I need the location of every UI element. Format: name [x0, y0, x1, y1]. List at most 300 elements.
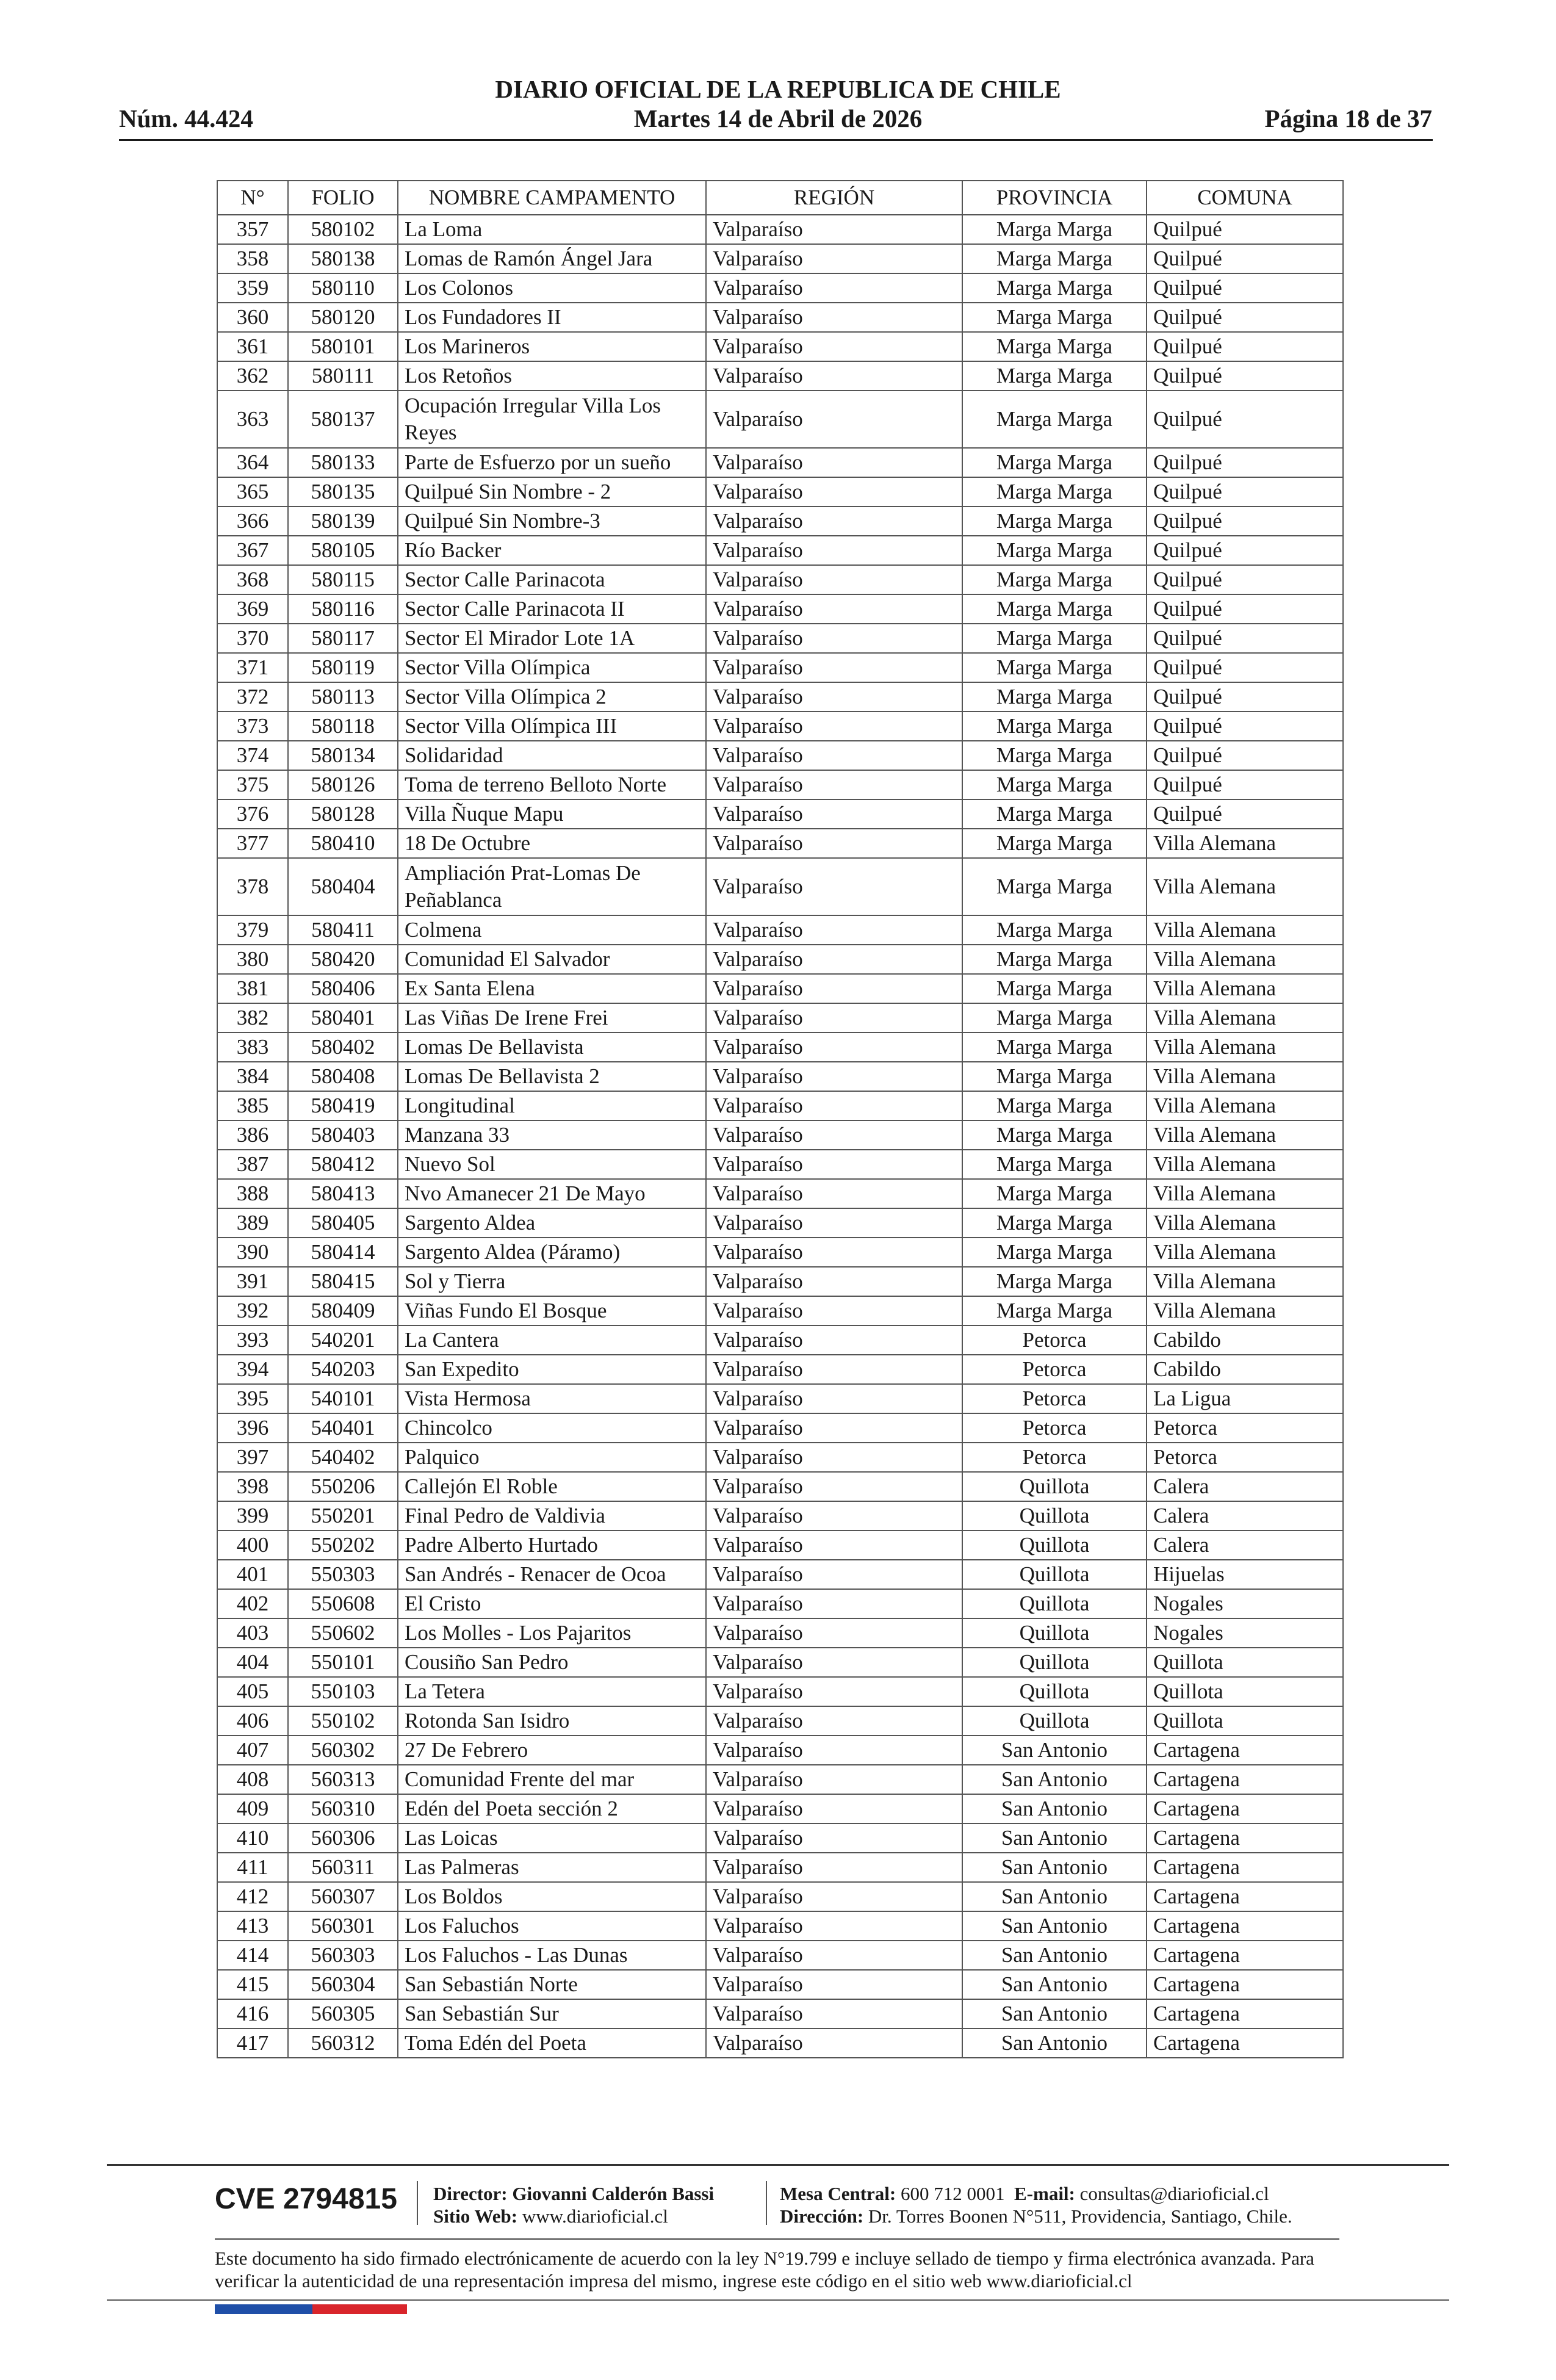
row-region: Valparaíso — [706, 536, 962, 565]
row-nombre: Callejón El Roble — [398, 1472, 706, 1501]
row-region: Valparaíso — [706, 1267, 962, 1296]
row-region: Valparaíso — [706, 1970, 962, 1999]
table-row — [217, 594, 1343, 624]
row-region: Valparaíso — [706, 273, 962, 303]
row-comuna: Quillota — [1147, 1648, 1343, 1677]
table-row — [217, 477, 1343, 507]
row-nombre: Lomas de Ramón Ángel Jara — [398, 244, 706, 273]
row-comuna: Nogales — [1147, 1589, 1343, 1618]
row-region: Valparaíso — [706, 653, 962, 682]
row-comuna: Cartagena — [1147, 2028, 1343, 2058]
row-region: Valparaíso — [706, 1648, 962, 1677]
row-number: 388 — [217, 1179, 288, 1208]
row-provincia: Marga Marga — [962, 1238, 1147, 1267]
row-comuna: Villa Alemana — [1147, 1179, 1343, 1208]
row-folio: 580134 — [288, 741, 398, 770]
row-folio: 580126 — [288, 770, 398, 799]
table-row — [217, 1003, 1343, 1033]
row-number: 369 — [217, 594, 288, 624]
row-number: 384 — [217, 1062, 288, 1091]
row-folio: 580116 — [288, 594, 398, 624]
row-comuna: Cabildo — [1147, 1355, 1343, 1384]
row-nombre: Comunidad Frente del mar — [398, 1765, 706, 1794]
row-folio: 580415 — [288, 1267, 398, 1296]
row-comuna: Nogales — [1147, 1618, 1343, 1648]
row-number: 415 — [217, 1970, 288, 1999]
row-number: 373 — [217, 712, 288, 741]
row-region: Valparaíso — [706, 1853, 962, 1882]
row-region: Valparaíso — [706, 624, 962, 653]
row-region: Valparaíso — [706, 1941, 962, 1970]
table-row — [217, 858, 1343, 915]
row-number: 393 — [217, 1325, 288, 1355]
row-comuna: Quilpué — [1147, 391, 1343, 448]
row-number: 390 — [217, 1238, 288, 1267]
row-nombre: Los Molles - Los Pajaritos — [398, 1618, 706, 1648]
table-row — [217, 303, 1343, 332]
table-row — [217, 1736, 1343, 1765]
row-comuna: Cartagena — [1147, 1882, 1343, 1911]
table-row — [217, 1706, 1343, 1736]
email-label: E-mail: — [1014, 2183, 1075, 2204]
row-region: Valparaíso — [706, 1003, 962, 1033]
column-header-folio: FOLIO — [288, 181, 398, 215]
row-nombre: Toma Edén del Poeta — [398, 2028, 706, 2058]
row-number: 398 — [217, 1472, 288, 1501]
row-nombre: Ampliación Prat-Lomas De Peñablanca — [398, 858, 706, 915]
row-number: 410 — [217, 1823, 288, 1853]
row-nombre: Lomas De Bellavista 2 — [398, 1062, 706, 1091]
row-number: 378 — [217, 858, 288, 915]
row-comuna: Quilpué — [1147, 507, 1343, 536]
row-folio: 560310 — [288, 1794, 398, 1823]
row-comuna: Quilpué — [1147, 624, 1343, 653]
row-folio: 560305 — [288, 1999, 398, 2028]
row-provincia: San Antonio — [962, 1736, 1147, 1765]
row-region: Valparaíso — [706, 1765, 962, 1794]
row-folio: 540203 — [288, 1355, 398, 1384]
row-folio: 580135 — [288, 477, 398, 507]
row-comuna: Cartagena — [1147, 1794, 1343, 1823]
row-region: Valparaíso — [706, 448, 962, 477]
row-number: 396 — [217, 1413, 288, 1443]
row-comuna: Villa Alemana — [1147, 858, 1343, 915]
row-provincia: San Antonio — [962, 1794, 1147, 1823]
row-comuna: Calera — [1147, 1531, 1343, 1560]
table-row — [217, 1325, 1343, 1355]
row-provincia: Marga Marga — [962, 448, 1147, 477]
row-nombre: Las Viñas De Irene Frei — [398, 1003, 706, 1033]
table-body — [217, 215, 1343, 2058]
row-nombre: Las Palmeras — [398, 1853, 706, 1882]
row-number: 377 — [217, 829, 288, 858]
row-region: Valparaíso — [706, 974, 962, 1003]
row-number: 401 — [217, 1560, 288, 1589]
row-region: Valparaíso — [706, 1999, 962, 2028]
row-nombre: Colmena — [398, 915, 706, 945]
row-provincia: Quillota — [962, 1589, 1147, 1618]
table-row — [217, 448, 1343, 477]
row-provincia: Marga Marga — [962, 303, 1147, 332]
row-region: Valparaíso — [706, 1560, 962, 1589]
table-row — [217, 624, 1343, 653]
row-number: 399 — [217, 1501, 288, 1531]
row-provincia: Marga Marga — [962, 1267, 1147, 1296]
row-region: Valparaíso — [706, 1911, 962, 1941]
row-number: 411 — [217, 1853, 288, 1882]
row-folio: 540401 — [288, 1413, 398, 1443]
row-nombre: Nvo Amanecer 21 De Mayo — [398, 1179, 706, 1208]
row-number: 403 — [217, 1618, 288, 1648]
row-nombre: Villa Ñuque Mapu — [398, 799, 706, 829]
email-link[interactable]: consultas@diarioficial.cl — [1079, 2183, 1269, 2204]
row-comuna: La Ligua — [1147, 1384, 1343, 1413]
row-region: Valparaíso — [706, 712, 962, 741]
table-row — [217, 361, 1343, 391]
row-comuna: Cartagena — [1147, 1911, 1343, 1941]
row-provincia: Marga Marga — [962, 565, 1147, 594]
row-provincia: Marga Marga — [962, 215, 1147, 244]
row-nombre: Sargento Aldea (Páramo) — [398, 1238, 706, 1267]
row-nombre: Sector Calle Parinacota — [398, 565, 706, 594]
row-comuna: Petorca — [1147, 1443, 1343, 1472]
row-region: Valparaíso — [706, 1033, 962, 1062]
row-number: 376 — [217, 799, 288, 829]
row-provincia: Marga Marga — [962, 915, 1147, 945]
table-row — [217, 1062, 1343, 1091]
newspaper-title: DIARIO OFICIAL DE LA REPUBLICA DE CHILE — [495, 75, 1061, 103]
row-nombre: Cousiño San Pedro — [398, 1648, 706, 1677]
row-region: Valparaíso — [706, 594, 962, 624]
row-nombre: Sector Villa Olímpica III — [398, 712, 706, 741]
row-nombre: Sol y Tierra — [398, 1267, 706, 1296]
row-comuna: Cabildo — [1147, 1325, 1343, 1355]
row-folio: 560302 — [288, 1736, 398, 1765]
row-comuna: Villa Alemana — [1147, 915, 1343, 945]
row-folio: 550206 — [288, 1472, 398, 1501]
table-row — [217, 974, 1343, 1003]
row-provincia: Quillota — [962, 1501, 1147, 1531]
row-nombre: Ex Santa Elena — [398, 974, 706, 1003]
row-comuna: Villa Alemana — [1147, 1296, 1343, 1325]
row-folio: 550202 — [288, 1531, 398, 1560]
row-comuna: Calera — [1147, 1501, 1343, 1531]
row-nombre: San Sebastián Norte — [398, 1970, 706, 1999]
row-comuna: Quilpué — [1147, 565, 1343, 594]
row-region: Valparaíso — [706, 1531, 962, 1560]
row-nombre: Comunidad El Salvador — [398, 945, 706, 974]
footer-separator — [417, 2181, 418, 2225]
table-row — [217, 507, 1343, 536]
contact-line — [780, 2182, 1269, 2205]
row-region: Valparaíso — [706, 1736, 962, 1765]
row-nombre: Los Fundadores II — [398, 303, 706, 332]
row-provincia: Marga Marga — [962, 741, 1147, 770]
row-nombre: La Tetera — [398, 1677, 706, 1706]
row-folio: 560307 — [288, 1882, 398, 1911]
row-region: Valparaíso — [706, 1384, 962, 1413]
table-row — [217, 1765, 1343, 1794]
table-row — [217, 1823, 1343, 1853]
issue-number: Núm. 44.424 — [119, 104, 253, 132]
table-row — [217, 1648, 1343, 1677]
table-row — [217, 1560, 1343, 1589]
row-region: Valparaíso — [706, 1618, 962, 1648]
row-nombre: Sector Villa Olímpica — [398, 653, 706, 682]
row-nombre: Lomas De Bellavista — [398, 1033, 706, 1062]
column-header-number: N° — [217, 181, 288, 215]
row-number: 358 — [217, 244, 288, 273]
row-nombre: La Cantera — [398, 1325, 706, 1355]
row-provincia: Quillota — [962, 1472, 1147, 1501]
row-region: Valparaíso — [706, 945, 962, 974]
row-folio: 550102 — [288, 1706, 398, 1736]
row-region: Valparaíso — [706, 1296, 962, 1325]
row-provincia: Quillota — [962, 1648, 1147, 1677]
row-folio: 580115 — [288, 565, 398, 594]
row-comuna: Cartagena — [1147, 1853, 1343, 1882]
issue-date: Martes 14 de Abril de 2026 — [633, 104, 923, 132]
row-provincia: Marga Marga — [962, 477, 1147, 507]
row-number: 406 — [217, 1706, 288, 1736]
director-line — [433, 2182, 714, 2205]
address-line — [780, 2205, 1292, 2227]
row-folio: 580137 — [288, 391, 398, 448]
table-row — [217, 1033, 1343, 1062]
row-comuna: Quilpué — [1147, 273, 1343, 303]
row-provincia: Petorca — [962, 1384, 1147, 1413]
row-number: 368 — [217, 565, 288, 594]
row-number: 359 — [217, 273, 288, 303]
row-nombre: Ocupación Irregular Villa Los Reyes — [398, 391, 706, 448]
row-comuna: Cartagena — [1147, 1941, 1343, 1970]
table-row — [217, 1618, 1343, 1648]
row-comuna: Calera — [1147, 1472, 1343, 1501]
row-provincia: Petorca — [962, 1325, 1147, 1355]
row-folio: 550303 — [288, 1560, 398, 1589]
row-region: Valparaíso — [706, 1706, 962, 1736]
row-comuna: Quilpué — [1147, 799, 1343, 829]
row-nombre: Sargento Aldea — [398, 1208, 706, 1238]
row-number: 370 — [217, 624, 288, 653]
row-number: 360 — [217, 303, 288, 332]
row-provincia: Marga Marga — [962, 361, 1147, 391]
row-folio: 550608 — [288, 1589, 398, 1618]
row-nombre: San Andrés - Renacer de Ocoa — [398, 1560, 706, 1589]
row-folio: 580409 — [288, 1296, 398, 1325]
row-number: 366 — [217, 507, 288, 536]
row-region: Valparaíso — [706, 477, 962, 507]
row-comuna: Villa Alemana — [1147, 1238, 1343, 1267]
row-region: Valparaíso — [706, 1677, 962, 1706]
row-region: Valparaíso — [706, 858, 962, 915]
row-provincia: San Antonio — [962, 1882, 1147, 1911]
row-number: 407 — [217, 1736, 288, 1765]
row-provincia: Petorca — [962, 1443, 1147, 1472]
row-number: 387 — [217, 1150, 288, 1179]
row-provincia: Marga Marga — [962, 829, 1147, 858]
row-comuna: Quilpué — [1147, 215, 1343, 244]
row-region: Valparaíso — [706, 770, 962, 799]
page-header — [0, 0, 1556, 146]
row-nombre: Quilpué Sin Nombre - 2 — [398, 477, 706, 507]
row-region: Valparaíso — [706, 1355, 962, 1384]
row-provincia: San Antonio — [962, 1970, 1147, 1999]
row-folio: 580419 — [288, 1091, 398, 1120]
row-folio: 580408 — [288, 1062, 398, 1091]
row-number: 361 — [217, 332, 288, 361]
table-row — [217, 1941, 1343, 1970]
row-nombre: Longitudinal — [398, 1091, 706, 1120]
row-provincia: Marga Marga — [962, 1120, 1147, 1150]
table-row — [217, 1443, 1343, 1472]
mesa-label: Mesa Central: — [780, 2183, 896, 2204]
row-region: Valparaíso — [706, 303, 962, 332]
director-name: Giovanni Calderón Bassi — [512, 2183, 715, 2204]
row-comuna: Hijuelas — [1147, 1560, 1343, 1589]
row-folio: 540101 — [288, 1384, 398, 1413]
row-number: 417 — [217, 2028, 288, 2058]
row-nombre: El Cristo — [398, 1589, 706, 1618]
row-number: 402 — [217, 1589, 288, 1618]
row-comuna: Petorca — [1147, 1413, 1343, 1443]
row-folio: 580102 — [288, 215, 398, 244]
row-comuna: Villa Alemana — [1147, 829, 1343, 858]
row-region: Valparaíso — [706, 1062, 962, 1091]
row-provincia: Marga Marga — [962, 332, 1147, 361]
row-number: 365 — [217, 477, 288, 507]
row-region: Valparaíso — [706, 332, 962, 361]
row-number: 397 — [217, 1443, 288, 1472]
row-nombre: Sector El Mirador Lote 1A — [398, 624, 706, 653]
row-folio: 580403 — [288, 1120, 398, 1150]
row-folio: 580110 — [288, 273, 398, 303]
row-provincia: Marga Marga — [962, 1062, 1147, 1091]
row-nombre: Parte de Esfuerzo por un sueño — [398, 448, 706, 477]
website-link[interactable]: www.diarioficial.cl — [522, 2205, 668, 2227]
row-comuna: Quilpué — [1147, 361, 1343, 391]
row-comuna: Cartagena — [1147, 1736, 1343, 1765]
row-number: 391 — [217, 1267, 288, 1296]
row-folio: 580404 — [288, 858, 398, 915]
footer-divider-top — [107, 2164, 1449, 2166]
row-folio: 540402 — [288, 1443, 398, 1472]
column-header-region: REGIÓN — [706, 181, 962, 215]
row-nombre: Rotonda San Isidro — [398, 1706, 706, 1736]
table-row — [217, 332, 1343, 361]
table-row — [217, 1120, 1343, 1150]
row-region: Valparaíso — [706, 915, 962, 945]
row-folio: 580413 — [288, 1179, 398, 1208]
row-provincia: San Antonio — [962, 1941, 1147, 1970]
row-region: Valparaíso — [706, 2028, 962, 2058]
row-provincia: Marga Marga — [962, 712, 1147, 741]
row-provincia: Marga Marga — [962, 244, 1147, 273]
row-folio: 580402 — [288, 1033, 398, 1062]
row-nombre: Los Faluchos — [398, 1911, 706, 1941]
row-number: 374 — [217, 741, 288, 770]
row-number: 381 — [217, 974, 288, 1003]
row-comuna: Villa Alemana — [1147, 1150, 1343, 1179]
row-provincia: Marga Marga — [962, 945, 1147, 974]
column-header-nombre: NOMBRE CAMPAMENTO — [398, 181, 706, 215]
row-folio: 580118 — [288, 712, 398, 741]
row-provincia: Marga Marga — [962, 1296, 1147, 1325]
row-folio: 580410 — [288, 829, 398, 858]
row-number: 394 — [217, 1355, 288, 1384]
row-folio: 580139 — [288, 507, 398, 536]
footer-divider-bottom — [107, 2299, 1449, 2301]
row-provincia: Quillota — [962, 1531, 1147, 1560]
row-nombre: Los Colonos — [398, 273, 706, 303]
row-folio: 550201 — [288, 1501, 398, 1531]
mesa-phone: 600 712 0001 — [901, 2183, 1005, 2204]
table-row — [217, 565, 1343, 594]
row-nombre: Padre Alberto Hurtado — [398, 1531, 706, 1560]
row-nombre: Quilpué Sin Nombre-3 — [398, 507, 706, 536]
row-provincia: Marga Marga — [962, 391, 1147, 448]
row-comuna: Villa Alemana — [1147, 1062, 1343, 1091]
table-row — [217, 1179, 1343, 1208]
column-header-provincia: PROVINCIA — [962, 181, 1147, 215]
row-nombre: Nuevo Sol — [398, 1150, 706, 1179]
row-provincia: Marga Marga — [962, 682, 1147, 712]
row-provincia: Marga Marga — [962, 974, 1147, 1003]
row-number: 379 — [217, 915, 288, 945]
row-nombre: Final Pedro de Valdivia — [398, 1501, 706, 1531]
table-row — [217, 1853, 1343, 1882]
row-provincia: Marga Marga — [962, 1150, 1147, 1179]
row-number: 362 — [217, 361, 288, 391]
row-region: Valparaíso — [706, 391, 962, 448]
column-header-comuna: COMUNA — [1147, 181, 1343, 215]
row-comuna: Cartagena — [1147, 1823, 1343, 1853]
row-number: 364 — [217, 448, 288, 477]
row-provincia: Marga Marga — [962, 799, 1147, 829]
row-provincia: San Antonio — [962, 1999, 1147, 2028]
campamentos-table — [217, 180, 1344, 2058]
row-comuna: Quilpué — [1147, 594, 1343, 624]
table-row — [217, 1238, 1343, 1267]
row-provincia: Marga Marga — [962, 1033, 1147, 1062]
row-provincia: Marga Marga — [962, 858, 1147, 915]
row-nombre: Río Backer — [398, 536, 706, 565]
row-number: 383 — [217, 1033, 288, 1062]
row-folio: 540201 — [288, 1325, 398, 1355]
row-folio: 580414 — [288, 1238, 398, 1267]
row-comuna: Quilpué — [1147, 712, 1343, 741]
legal-notice: Este documento ha sido firmado electrónicamente de acuerdo con la ley N°19.799 e incluye sellado de tiempo y firma electrónica avanzada. Para verificar la autenticidad de una representación impresa del mismo, ingrese este código en el sitio web www.diarioficial.cl — [215, 2248, 1314, 2292]
row-nombre: Palquico — [398, 1443, 706, 1472]
row-region: Valparaíso — [706, 1501, 962, 1531]
table-row — [217, 1355, 1343, 1384]
row-nombre: Los Retoños — [398, 361, 706, 391]
table-row — [217, 770, 1343, 799]
row-folio: 580412 — [288, 1150, 398, 1179]
row-provincia: Quillota — [962, 1677, 1147, 1706]
table-row — [217, 391, 1343, 448]
table-row — [217, 1091, 1343, 1120]
row-nombre: Sector Calle Parinacota II — [398, 594, 706, 624]
row-provincia: San Antonio — [962, 2028, 1147, 2058]
row-folio: 560311 — [288, 1853, 398, 1882]
row-nombre: 18 De Octubre — [398, 829, 706, 858]
row-number: 372 — [217, 682, 288, 712]
row-nombre: Solidaridad — [398, 741, 706, 770]
row-provincia: Marga Marga — [962, 624, 1147, 653]
row-folio: 560313 — [288, 1765, 398, 1794]
table-row — [217, 244, 1343, 273]
